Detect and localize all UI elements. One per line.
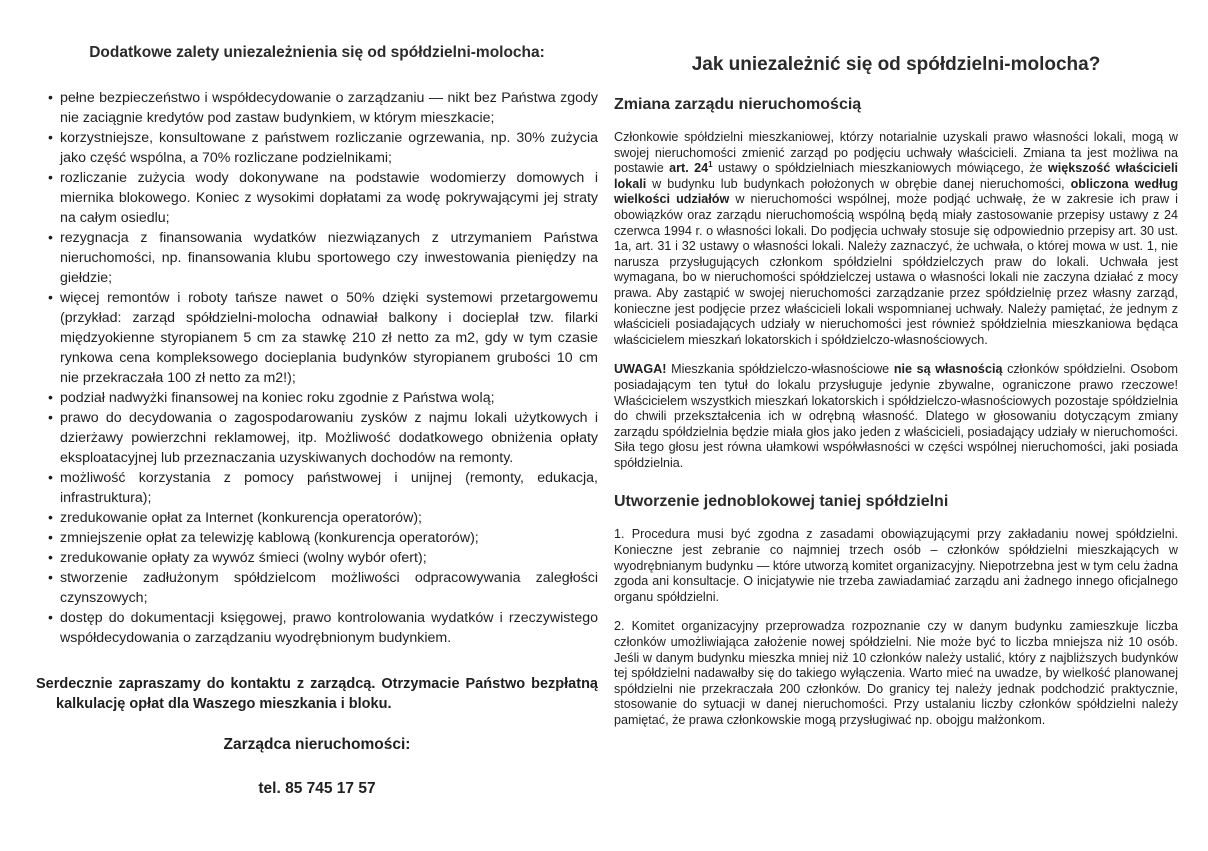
bullet-icon: • [48, 570, 53, 586]
text-run: członków spółdzielni. Osobom posiadającym ten tytuł do lokalu przysługuje jedynie zbywalne, ograniczone prawo rzeczowe! Właścicielem wszystkich mieszkań lokatorskich i spółdzielczo-własnościowych pozostaje spółdzielnia do chwili przekształcenia ich w odrębną własność. Dlatego w głosowaniu dotyczącym zmiany zarządu spółdzielnia będzie miała głos jako jeden z właścicieli, posiadający udziały w nieruchomości. Siła tego głosu jest równa ułamkowi współwłasności w części wspólnej nieruchomości, jaki posiada spółdzielnia. [614, 362, 1178, 470]
phone-number: tel. 85 745 17 57 [258, 780, 376, 797]
section-title-new-cooperative: Utworzenie jednoblokowej taniej spółdzielni [614, 493, 949, 511]
bullet-icon: • [48, 290, 53, 306]
benefit-text: prawo do decydowania o zagospodarowaniu zysków z najmu lokali użytkowych i dzierżawy powierzchni reklamowej, itp. Możliwość dodatkowego obniżenia opłaty eksploatacyjnej lub przeznaczania uzyskiwanych dochodów na remonty. [60, 410, 598, 466]
list-item [36, 288, 598, 388]
text-run-bold: art. 24 [669, 161, 709, 176]
page-title: Jak uniezależnić się od spółdzielni-molocha? [691, 54, 1101, 75]
right-column [614, 54, 1178, 743]
contact-invitation: Serdecznie zapraszamy do kontaktu z zarządcą. Otrzymacie Państwo bezpłatną kalkulację opłat dla Waszego mieszkania i bloku. [36, 676, 598, 712]
benefit-text: więcej remontów i roboty tańsze nawet o 50% dzięki systemowi przetargowemu (przykład: zarząd spółdzielni-molocha odnawiał balkony i docieplał tzw. filarki międzyokienne styropianem 5 cm za stawkę 210 zł netto za m2, gdy w tym czasie rynkowa cena kompleksowego docieplania budynków styropianem grubości 10 cm nie przekraczała 100 zł netto za m2!); [60, 290, 598, 386]
benefits-list [36, 88, 598, 648]
list-item [36, 528, 598, 548]
text-run: w budynku lub budynkach położonych w obrębie danej nieruchomości, [646, 176, 1071, 191]
benefit-text: możliwość korzystania z pomocy państwowej i unijnej (remonty, edukacja, infrastruktura); [60, 470, 598, 506]
benefit-text: dostęp do dokumentacji księgowej, prawo kontrolowania wydatków i rzeczywistego współdecydowania o zarządzaniu wyodrębnionym budynkiem. [60, 610, 598, 646]
benefit-text: rozliczanie zużycia wody dokonywane na podstawie wodomierzy domowych i miernika blokowego. Koniec z wysokimi dopłatami za wodę pokrywającymi jej straty na całym osiedlu; [60, 170, 598, 226]
list-item [36, 228, 598, 288]
bullet-icon: • [48, 410, 53, 426]
text-run: ustawy o spółdzielniach mieszkaniowych mówiącego, że [712, 161, 1048, 176]
warning-label: UWAGA! [614, 362, 667, 377]
paragraph-procedure: 1. Procedura musi być zgodna z zasadami obowiązującymi przy zakładaniu nowej spółdzielni. Konieczne jest zebranie co najmniej trzech osób – członków spółdzielni mieszkających w wyodrębnianym budynku — które utworzą komitet organizacyjny. Niepotrzebna jest w tym celu żadna zgoda ani konsultacje. O inicjatywie nie trzeba zawiadamiać zarządu ani żadnego innego oficjalnego organu spółdzielni. [614, 527, 1178, 604]
bullet-icon: • [48, 550, 53, 566]
section-title-management-change: Zmiana zarządu nieruchomością [614, 96, 862, 113]
text-run-bold: obliczona według wielkości udziałów [614, 176, 1179, 207]
list-item [36, 88, 598, 128]
manager-label: Zarządca nieruchomości: [223, 736, 411, 753]
text-run: Mieszkania spółdzielczo-własnościowe [666, 362, 894, 377]
bullet-icon: • [48, 390, 53, 406]
bullet-icon: • [48, 90, 53, 106]
bullet-icon: • [48, 610, 53, 626]
text-run: Członkowie spółdzielni mieszkaniowej, którzy notarialnie uzyskali prawo własności lokali, mogą w swojej nieruchomości zmienić zarząd po podjęciu uchwały właścicieli. Zmiana ta jest możliwa na postawie [614, 130, 1178, 176]
list-item [36, 128, 598, 168]
benefit-text: zmniejszenie opłat za telewizję kablową (konkurencja operatorów); [60, 530, 479, 546]
text-run-bold: nie są własnością [893, 362, 1003, 377]
paragraph-committee: 2. Komitet organizacyjny przeprowadza rozpoznanie czy w danym budynku zamieszkuje liczba członków umożliwiająca założenie nowej spółdzielni. Nie może być to liczba mniejsza niż 10 osób. Jeśli w danym budynku mieszka mniej niż 10 członków należy ustalić, który z najbliższych budynków tej spółdzielni nadawałby się do takiego wyłączenia. Warto mieć na uwadze, by wielkość planowanej spółdzielni nie przekraczała 200 członków. Do granicy tej należy jednak podchodzić praktycznie, stosowanie do sytuacji w danej nieruchomości. Przy ustalaniu liczby członków spółdzielni należy pamiętać, że prawa członkowskie mogą przysługiwać np. obojgu małżonkom. [614, 619, 1178, 727]
paragraph-management-change [614, 130, 1178, 348]
bullet-icon: • [48, 230, 53, 246]
bullet-icon: • [48, 530, 53, 546]
benefits-heading: Dodatkowe zalety uniezależnienia się od spółdzielni-molocha: [89, 44, 545, 61]
benefit-text: podział nadwyżki finansowej na koniec roku zgodnie z Państwa wolą; [60, 390, 495, 406]
list-item [36, 168, 598, 228]
bullet-icon: • [48, 170, 53, 186]
list-item [36, 548, 598, 568]
benefit-text: korzystniejsze, konsultowane z państwem rozliczanie ogrzewania, np. 30% zużycia jako część wspólna, a 70% rozliczane podzielnikami; [60, 130, 598, 166]
list-item [36, 388, 598, 408]
text-run: w nieruchomości wspólnej, może podjąć uchwałę, że w zakresie ich praw i obowiązków oraz zarządu nieruchomością wspólną będą miały zastosowanie przepisy ustawy z 24 czerwca 1994 r. o własności lokali. Do podjęcia uchwały stosuje się odpowiednio przepisy art. 30 ust. 1a, art. 31 i 32 ustawy o własności lokali. Należy zaznaczyć, że uchwała, o której mowa w ust. 1, nie narusza przysługujących członkom spółdzielni spółdzielczych praw do lokali. Uchwała jest wymagana, bo w nieruchomości spółdzielczej ustawa o własności lokali nie zaczyna działać z mocy prawa. Aby zastąpić w swojej nieruchomości zarządzanie przez spółdzielnię przez własny zarząd, konieczne jest podjęcie przez właścicieli lokali wspomnianej uchwały. Należy pamiętać, że jednym z właścicieli posiadających udziały w nieruchomości jest również spółdzielnia mieszkaniowa będąca właścicielem mieszkań lokatorskich i spółdzielczo-własnościowych. [614, 192, 1178, 347]
superscript: 1 [708, 160, 713, 169]
bullet-icon: • [48, 470, 53, 486]
benefit-text: zredukowanie opłat za Internet (konkurencja operatorów); [60, 510, 422, 526]
paragraph-warning [614, 362, 1178, 471]
bullet-icon: • [48, 510, 53, 526]
list-item [36, 468, 598, 508]
text-run-bold: większość właścicieli lokali [614, 161, 1178, 191]
benefit-text: zredukowanie opłaty za wywóz śmieci (wolny wybór ofert); [60, 550, 427, 566]
list-item [36, 508, 598, 528]
bullet-icon: • [48, 130, 53, 146]
list-item [36, 608, 598, 648]
left-column [36, 44, 598, 798]
list-item [36, 568, 598, 608]
benefit-text: pełne bezpieczeństwo i współdecydowanie o zarządzaniu — nikt bez Państwa zgody nie zaciągnie kredytów pod zastaw budynkiem, w którym mieszkacie; [60, 90, 598, 126]
benefit-text: rezygnacja z finansowania wydatków niezwiązanych z utrzymaniem Państwa nieruchomości, np. finansowania klubu sportowego czy inwestowania pieniędzy na giełdzie; [60, 230, 598, 286]
benefit-text: stworzenie zadłużonym spółdzielcom możliwości odpracowywania zaległości czynszowych; [60, 570, 598, 606]
list-item [36, 408, 598, 468]
